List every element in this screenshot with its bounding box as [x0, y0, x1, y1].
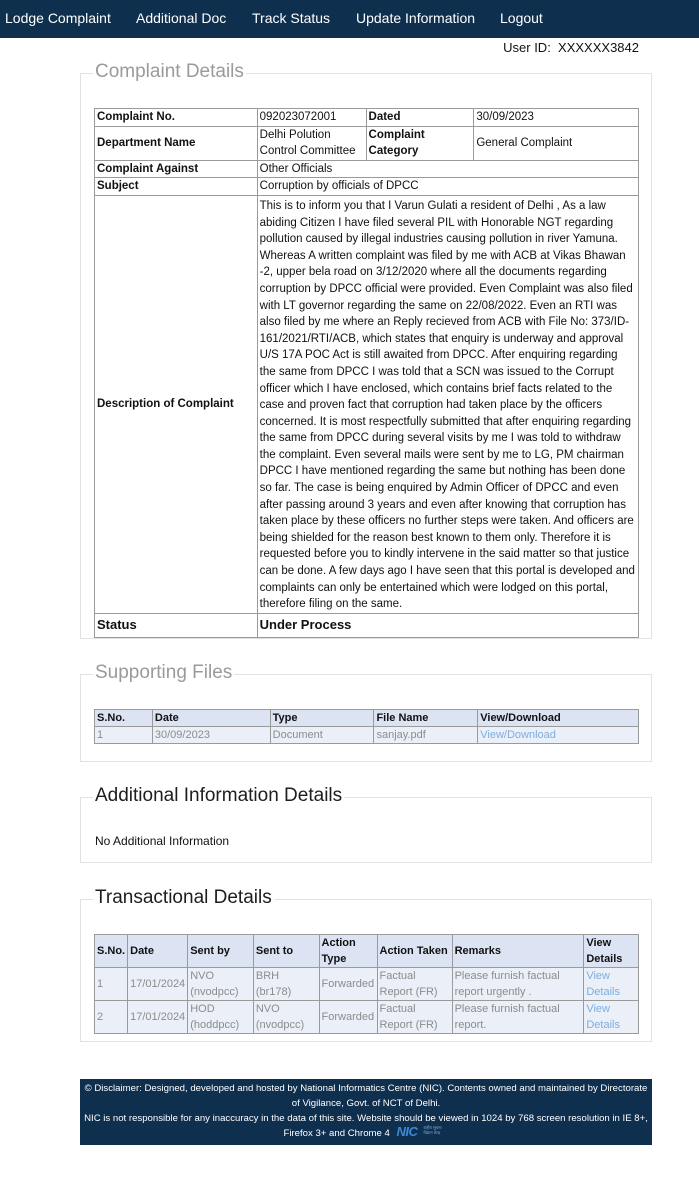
supporting-files-title: Supporting Files [95, 662, 233, 683]
cell-sno: 2 [95, 1001, 128, 1034]
table-row [95, 178, 639, 196]
category-label: Complaint Category [366, 126, 474, 160]
col-sno: S.No. [95, 935, 128, 968]
status-value: Under Process [257, 613, 638, 637]
nav-update-information[interactable]: Update Information [356, 10, 476, 26]
view-details-link[interactable]: View Details [586, 1003, 620, 1031]
transactional-details-title: Transactional Details [95, 887, 272, 908]
table-row [95, 160, 639, 178]
no-additional-info-text: No Additional Information [95, 834, 230, 848]
col-file-name: File Name [374, 710, 478, 727]
cell-action-taken: Factual Report (FR) [377, 968, 452, 1001]
col-view-download: View/Download [478, 710, 639, 727]
table-row [95, 109, 639, 127]
nic-logo-subtext: राष्ट्रीय सूचना विज्ञान केन्द्र [423, 1125, 442, 1136]
against-value: Other Officials [257, 160, 638, 178]
table-header-row [95, 710, 639, 727]
supporting-files-table [94, 709, 639, 744]
subject-value: Corruption by officials of DPCC [257, 178, 638, 196]
table-row [95, 1001, 639, 1034]
subject-label: Subject [95, 178, 258, 196]
status-label: Status [95, 613, 258, 637]
cell-view-details [584, 1001, 639, 1034]
cell-sent-by: NVO (nvodpcc) [188, 968, 254, 1001]
col-remarks: Remarks [452, 935, 584, 968]
user-id-value: XXXXXX3842 [558, 40, 639, 55]
col-action-taken: Action Taken [377, 935, 452, 968]
cell-action-type: Forwarded [319, 968, 377, 1001]
description-label: Description of Complaint [95, 195, 258, 613]
col-action-type: Action Type [319, 935, 377, 968]
cell-file-name: sanjay.pdf [374, 727, 478, 744]
table-row [95, 126, 639, 160]
cell-action-type: Forwarded [319, 1001, 377, 1034]
cell-sent-to: BRH (br178) [253, 968, 319, 1001]
footer-disclaimer: © Disclaimer: Designed, developed and hosted by National Informatics Centre (NIC). Contents owned and maintained by Directorate of Vigilance, Govt. of NCT of Delhi. [84, 1083, 648, 1109]
col-sent-by: Sent by [188, 935, 254, 968]
cell-date: 30/09/2023 [152, 727, 270, 744]
cell-date: 17/01/2024 [128, 968, 188, 1001]
cell-remarks: Please furnish factual report urgently . [452, 968, 584, 1001]
transactional-table [94, 934, 639, 1034]
table-row [95, 613, 639, 637]
footer-note-text: NIC is not responsible for any inaccuracy in the data of this site. Website should be viewed in 1024 by 768 screen resolution in IE 8+, Firefox 3+ and Chrome 4 [84, 1113, 648, 1139]
department-label: Department Name [95, 126, 258, 160]
nic-logo-icon [397, 1126, 449, 1140]
cell-remarks: Please furnish factual report. [452, 1001, 584, 1034]
additional-info-panel [80, 785, 652, 863]
col-sent-to: Sent to [253, 935, 319, 968]
view-download-link[interactable]: View/Download [480, 729, 556, 741]
complaint-details-title: Complaint Details [95, 61, 244, 82]
cell-sno: 1 [95, 968, 128, 1001]
category-value: General Complaint [474, 126, 639, 160]
department-value: Delhi Polution Control Committee [257, 126, 366, 160]
col-date: Date [152, 710, 270, 727]
dated-label: Dated [366, 109, 474, 127]
table-row [95, 195, 639, 613]
complaint-details-panel [80, 61, 652, 639]
complaint-no-value: 092023072001 [257, 109, 366, 127]
table-row [95, 727, 639, 744]
cell-action-taken: Factual Report (FR) [377, 1001, 452, 1034]
cell-sent-to: NVO (nvodpcc) [253, 1001, 319, 1034]
cell-view-details [584, 968, 639, 1001]
cell-type: Document [270, 727, 374, 744]
top-nav [0, 0, 699, 38]
cell-date: 17/01/2024 [128, 1001, 188, 1034]
table-header-row [95, 935, 639, 968]
user-id [503, 40, 639, 55]
cell-sent-by: HOD (hoddpcc) [188, 1001, 254, 1034]
col-date: Date [128, 935, 188, 968]
user-id-label: User ID: [503, 40, 551, 55]
complaint-details-table [94, 108, 639, 638]
table-row [95, 968, 639, 1001]
nic-logo-mark: NIC [396, 1124, 418, 1140]
description-value: This is to inform you that I Varun Gulati a resident of Delhi , As a law abiding Citizen I have filed several PIL with Honorable NGT regarding pollution caused by illegal industries causing pollution in river Yamuna. Whereas A written complaint was filed by me with ACB at Vikas Bhawan -2, upper bela road on 3/12/2020 where all the documents regarding corruption by DPCC official were provided. Even Complaint was also filed with LT governor regarding the same on 22/08/2022. Even an RTI was also filed by me where an Reply recieved from ACB with File No: 373/ID-161/2021/RTI/ACB, which states that enquiry is underway and approval U/S 17A POC Act is still awaited from DPCC. After enquiring regarding the same from DPCC I was told that a SCN was issued to the Corrupt officer which I have enclosed, which contains brief facts related to the case and proven fact that corruption had taken place by the officers concerned. It is most respectfully submitted that after enquiring regarding the same from DPCC during several visits by me I was told to withdraw the complaint. Even several mails were sent by me to LG, PM chairman DPCC I have mentioned regarding the same but nothing has been done so far. The case is being enquired by Admin Officer of DPCC and even after passing around 3 years and even after knowing that corruption has taken place by these officers no further steps were taken. And officers are being shielded for the reason best known to them only. Therefore it is requested before you to kindly intervene in the said matter so that justice can be done. A few days ago I have seen that this portal is developed and complaints can only be entertained which were lodged on this portal, therefore filing on the same. [257, 195, 638, 613]
col-view-details: View Details [584, 935, 639, 968]
nav-logout[interactable]: Logout [500, 10, 543, 26]
col-type: Type [270, 710, 374, 727]
additional-info-title: Additional Information Details [95, 785, 343, 806]
view-details-link[interactable]: View Details [586, 970, 620, 998]
cell-view-download [478, 727, 639, 744]
footer [80, 1079, 652, 1145]
transactional-details-panel [80, 887, 652, 1042]
footer-note [84, 1111, 648, 1141]
nav-track-status[interactable]: Track Status [252, 10, 331, 26]
nav-additional-doc[interactable]: Additional Doc [136, 10, 227, 26]
complaint-no-label: Complaint No. [95, 109, 258, 127]
dated-value: 30/09/2023 [474, 109, 639, 127]
supporting-files-panel [80, 662, 652, 762]
cell-sno: 1 [95, 727, 153, 744]
against-label: Complaint Against [95, 160, 258, 178]
col-sno: S.No. [95, 710, 153, 727]
nav-lodge-complaint[interactable]: Lodge Complaint [5, 10, 111, 26]
